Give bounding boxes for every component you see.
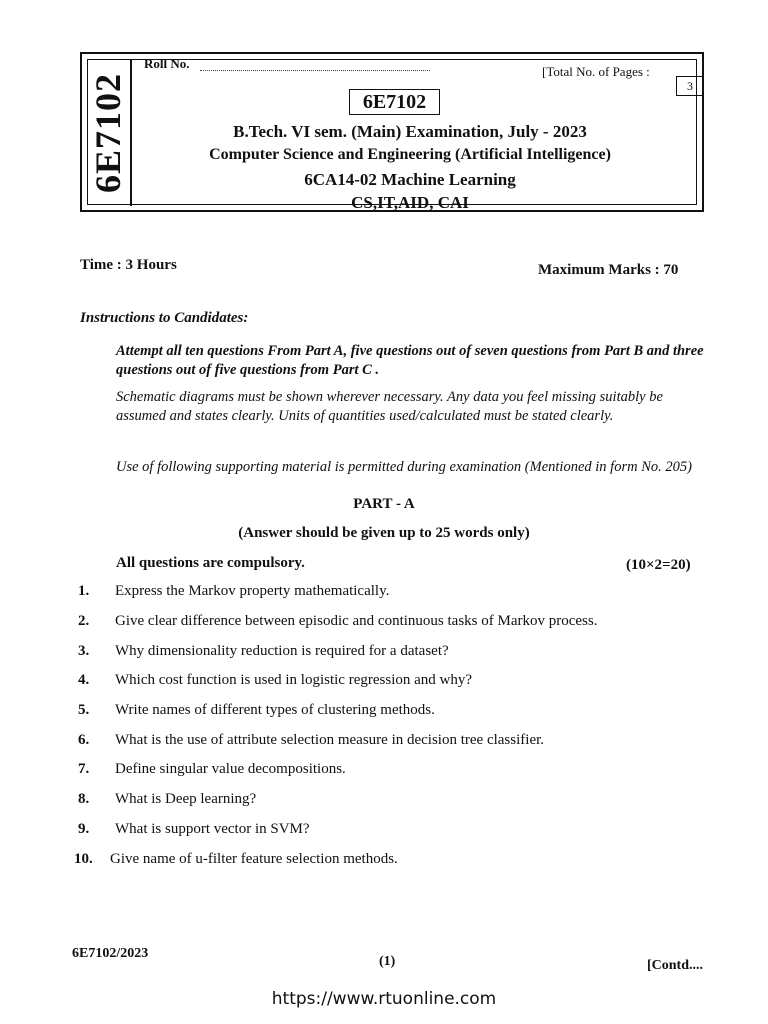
question-number: 5. — [78, 702, 90, 718]
side-paper-code-text: 6E7102 — [88, 72, 129, 194]
question-number: 9. — [78, 821, 90, 837]
roll-no-label: Roll No. — [144, 56, 190, 71]
question-text: Write names of different types of clustering methods. — [115, 702, 435, 718]
question-number: 2. — [78, 613, 90, 629]
part-a-subtitle: (Answer should be given up to 25 words only) — [238, 525, 530, 541]
question-number: 3. — [78, 643, 90, 659]
question-number: 8. — [78, 791, 90, 807]
footer-paper-code: 6E7102/2023 — [72, 946, 149, 961]
subject-title: 6CA14-02 Machine Learning — [304, 170, 516, 189]
question-text: Express the Markov property mathematically. — [115, 583, 390, 599]
total-pages-value: 3 — [676, 76, 704, 96]
footer-page-number: (1) — [379, 954, 396, 969]
question-number: 1. — [78, 583, 90, 599]
website-link[interactable]: https://www.rtuonline.com — [271, 989, 497, 1009]
question-number: 10. — [74, 851, 93, 867]
question-text: What is support vector in SVM? — [115, 821, 310, 837]
roll-no-line — [200, 70, 430, 71]
question-text: What is the use of attribute selection measure in decision tree classifier. — [115, 732, 545, 748]
part-a-marks: (10×2=20) — [626, 557, 691, 573]
question-text: What is Deep learning? — [115, 791, 257, 807]
compulsory-note: All questions are compulsory. — [116, 555, 305, 571]
question-number: 4. — [78, 672, 90, 688]
instruction-1: Attempt all ten questions From Part A, five questions out of seven questions from Part B and three questions out of five questions from Part C . — [116, 343, 704, 378]
side-paper-code — [86, 60, 132, 206]
streams-title: CS,IT,AID, CAI — [351, 193, 469, 212]
part-a-title: PART - A — [353, 496, 415, 512]
instructions-title: Instructions to Candidates: — [80, 310, 249, 326]
question-text: Which cost function is used in logistic regression and why? — [115, 672, 473, 688]
footer-continued: [Contd.... — [647, 958, 704, 973]
paper-code: 6E7102 — [349, 89, 440, 115]
total-pages-label: [Total No. of Pages : — [542, 64, 650, 79]
question-text: Give name of u-filter feature selection methods. — [110, 851, 398, 867]
question-number: 6. — [78, 732, 90, 748]
instruction-3: Use of following supporting material is permitted during examination (Mentioned in form No. 205) — [116, 459, 692, 475]
time-allowed: Time : 3 Hours — [80, 257, 177, 273]
exam-title: B.Tech. VI sem. (Main) Examination, July - 2023 — [233, 122, 587, 141]
question-number: 7. — [78, 761, 90, 777]
question-text: Why dimensionality reduction is required for a dataset? — [115, 643, 449, 659]
question-text: Define singular value decompositions. — [115, 761, 346, 777]
instruction-2: Schematic diagrams must be shown wherever necessary. Any data you feel missing suitably be assumed and states clearly. Units of quantities used/calculated must be stated clearly. — [116, 389, 663, 424]
branch-title: Computer Science and Engineering (Artificial Intelligence) — [209, 146, 611, 163]
question-text: Give clear difference between episodic and continuous tasks of Markov process. — [115, 613, 598, 629]
maximum-marks: Maximum Marks : 70 — [538, 262, 679, 278]
